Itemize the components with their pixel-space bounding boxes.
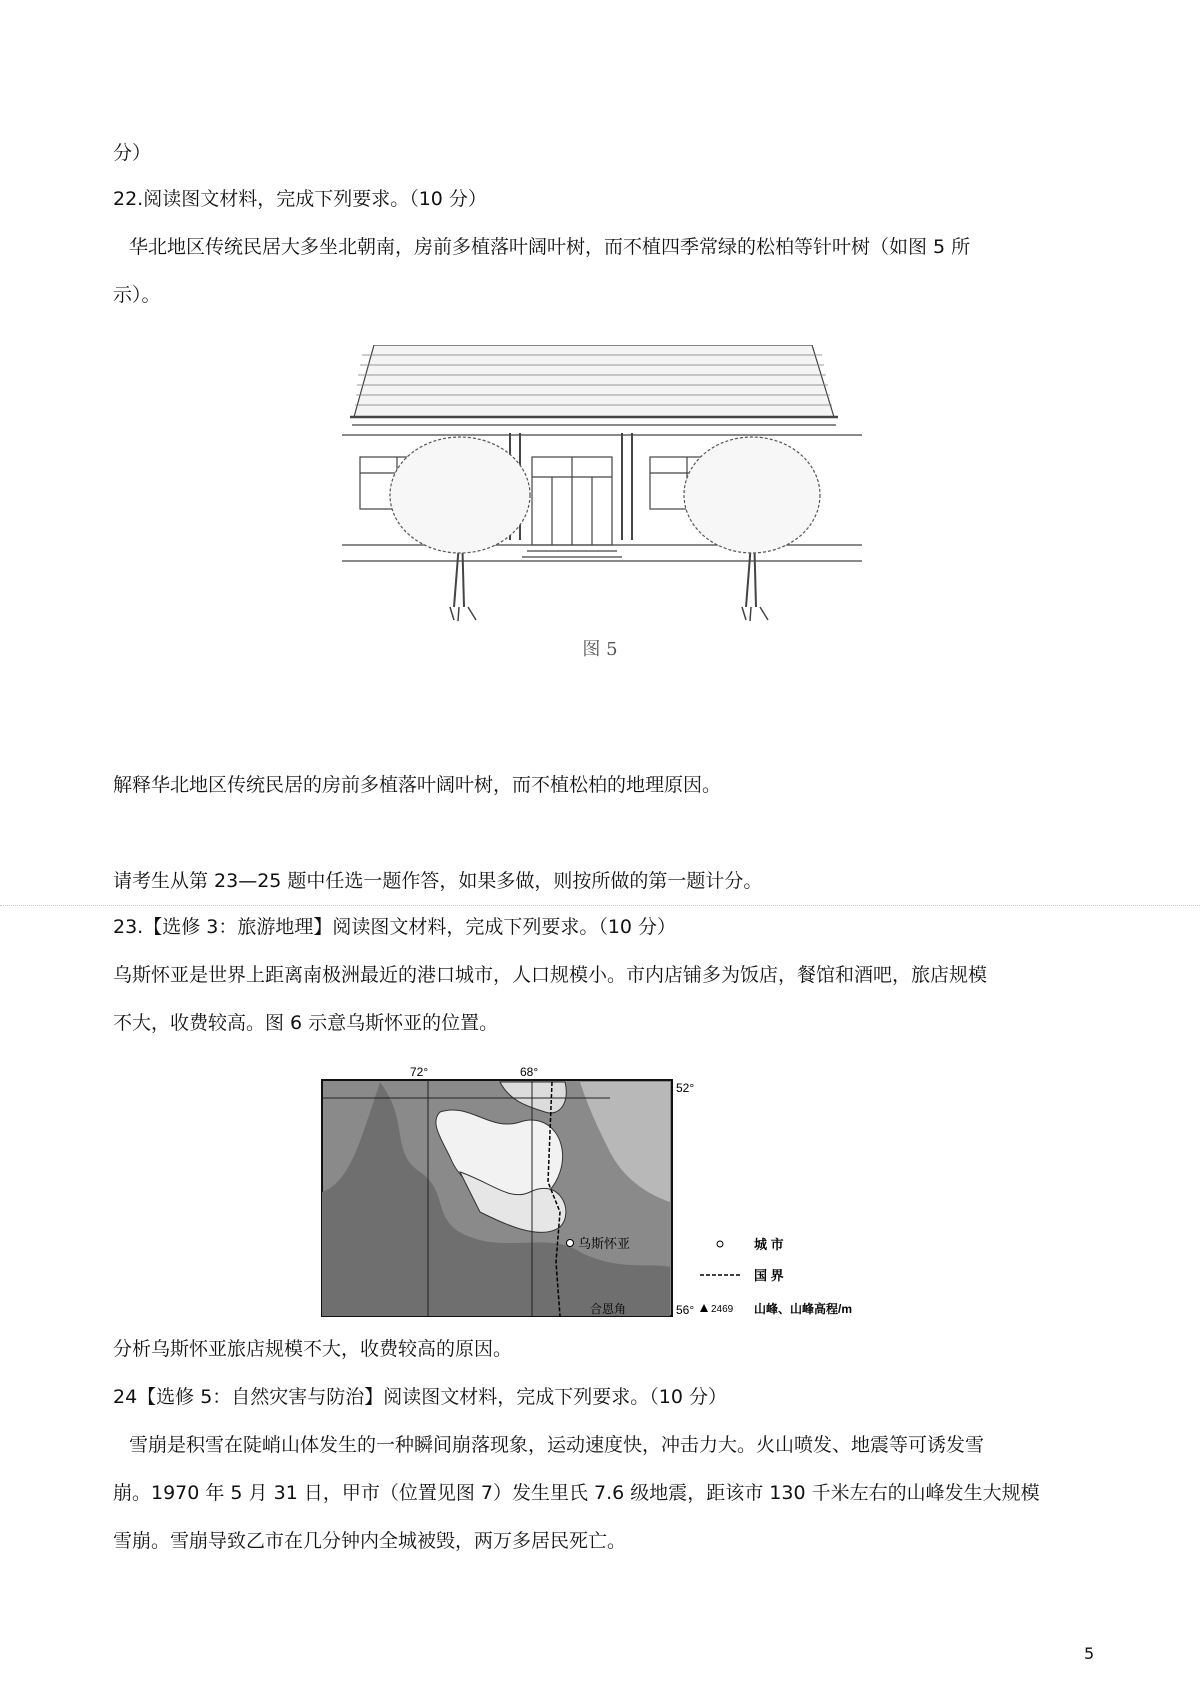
elective-instructions: 请考生从第 23—25 题中任选一题作答，如果多做，则按所做的第一题计分。	[113, 870, 763, 892]
legend-border-label: 国 界	[754, 1268, 784, 1283]
longitude-68-label: 68°	[520, 1065, 539, 1079]
ushuaia-label: 乌斯怀亚	[578, 1236, 631, 1251]
question-23-prompt: 分析乌斯怀亚旅店规模不大，收费较高的原因。	[113, 1338, 513, 1360]
question-22-heading: 22.阅读图文材料，完成下列要求。（10 分）	[113, 188, 487, 210]
legend-peak-label: 山峰、山峰高程/m	[754, 1302, 853, 1316]
page-number: 5	[1084, 1644, 1095, 1663]
question-22-text-2: 示）。	[113, 284, 161, 306]
question-23-text-2: 不大，收费较高。图 6 示意乌斯怀亚的位置。	[113, 1012, 499, 1034]
longitude-72-label: 72°	[410, 1065, 429, 1079]
question-24-heading: 24【选修 5：自然灾害与防治】阅读图文材料，完成下列要求。（10 分）	[113, 1386, 728, 1408]
legend-city-label: 城 市	[754, 1237, 784, 1252]
question-24-text-1: 雪崩是积雪在陡峭山体发生的一种瞬间崩落现象，运动速度快，冲击力大。火山喷发、地震等可诱发雪	[129, 1434, 985, 1456]
cape-horn-label: 合恩角	[590, 1302, 627, 1316]
question-23-heading: 23.【选修 3：旅游地理】阅读图文材料，完成下列要求。（10 分）	[113, 916, 677, 938]
page-divider	[0, 905, 1200, 906]
latitude-52-label: 52°	[676, 1081, 695, 1095]
legend-peak-symbol	[700, 1304, 708, 1312]
text-line-continuation: 分）	[113, 142, 152, 164]
figure-5-caption: 图 5	[582, 639, 618, 660]
legend-city-symbol	[717, 1241, 723, 1247]
question-22-text-1: 华北地区传统民居大多坐北朝南，房前多植落叶阔叶树，而不植四季常绿的松柏等针叶树（如图 5 所	[129, 236, 971, 258]
question-24-text-2: 崩。1970 年 5 月 31 日，甲市（位置见图 7）发生里氏 7.6 级地震，距该市 130 千米左右的山峰发生大规模	[113, 1482, 1040, 1504]
legend-peak-value: 2469	[711, 1304, 734, 1315]
figure-6-map	[320, 1062, 882, 1320]
question-24-text-3: 雪崩。雪崩导致乙市在几分钟内全城被毁，两万多居民死亡。	[113, 1530, 627, 1552]
latitude-56-label: 56°	[676, 1303, 695, 1317]
question-22-prompt: 解释华北地区传统民居的房前多植落叶阔叶树，而不植松柏的地理原因。	[113, 774, 722, 796]
figure-5-house-illustration	[342, 345, 862, 670]
question-23-text-1: 乌斯怀亚是世界上距离南极洲最近的港口城市，人口规模小。市内店铺多为饭店，餐馆和酒吧，旅店规模	[113, 964, 988, 986]
ushuaia-city-dot	[567, 1240, 574, 1247]
